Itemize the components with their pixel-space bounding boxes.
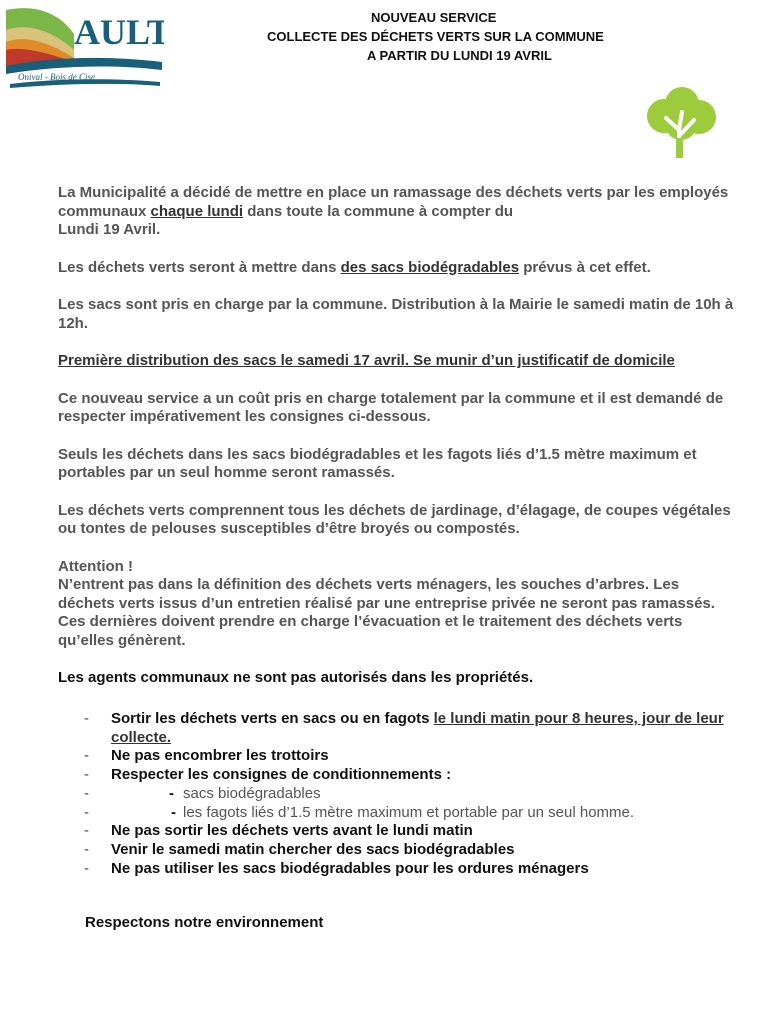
ault-logo-graphic	[4, 4, 164, 90]
list-item: - Ne pas encombrer les trottoirs	[84, 747, 329, 765]
list-item: - Ne pas utiliser les sacs biodégradables pour les ordures ménagers	[84, 859, 589, 877]
instructions-list	[80, 710, 740, 878]
paragraph-cout: Ce nouveau service a un coût pris en charge totalement par la commune et il est demandé de respecter impérativement les consignes ci-dessous.	[58, 389, 724, 425]
list-item: - Respecter les consignes de conditionnements :	[84, 766, 452, 784]
paragraph-distribution: Les sacs sont pris en charge par la commune. Distribution à la Mairie le samedi matin de 10h à 12h.	[58, 296, 734, 332]
list-subitem: - - sacs biodégradables	[84, 784, 321, 802]
list-item: - Sortir les déchets verts en sacs ou en fagots le lundi matin pour 8 heures, jour de leur collecte.	[84, 710, 724, 746]
header-line-1: NOUVEAU SERVICE	[371, 10, 497, 25]
svg-text:Onival - Bois de Cise: Onival - Bois de Cise	[18, 72, 95, 82]
list-item: - Venir le samedi matin chercher des sacs biodégradables	[84, 840, 515, 858]
underlined-lundi-matin: le lundi matin pour 8 heures, jour de leur collecte.	[111, 710, 724, 746]
paragraph-seuls-dechets: Seuls les déchets dans les sacs biodégradables et les fagots liés d’1.5 mètre maximum et portables par un seul homme seront ramassés.	[58, 445, 697, 481]
document-body	[58, 184, 738, 688]
closing-line: Respectons notre environnement	[85, 914, 324, 931]
list-item: - Ne pas sortir les déchets verts avant le lundi matin	[84, 822, 473, 840]
paragraph-definition: Les déchets verts comprennent tous les déchets de jardinage, d’élagage, de coupes végétales ou tontes de pelouses susceptibles d’être broyés ou compostés.	[58, 501, 731, 537]
paragraph-sacs: Les déchets verts seront à mettre dans des sacs biodégradables prévus à cet effet.	[58, 258, 651, 276]
header-line-3: A PARTIR DU LUNDI 19 AVRIL	[367, 48, 552, 63]
document-header	[250, 8, 630, 65]
underlined-sacs-biodegradables: des sacs biodégradables	[340, 258, 520, 276]
underlined-chaque-lundi: chaque lundi	[150, 202, 244, 220]
list-subitem: - - les fagots liés d’1.5 mètre maximum et portable par un seul homme.	[84, 803, 635, 821]
paragraph-intro: La Municipalité a décidé de mettre en place un ramassage des déchets verts par les employés communaux chaque lundi dans toute la commune à compter du Lundi 19 Avril.	[58, 184, 729, 238]
paragraph-attention-title: Attention !	[58, 557, 133, 575]
paragraph-premiere-distribution: Première distribution des sacs le samedi 17 avril. Se munir d’un justificatif de domicile	[58, 352, 675, 369]
svg-text:AULT: AULT	[74, 12, 164, 52]
header-line-2: COLLECTE DES DÉCHETS VERTS SUR LA COMMUNE	[267, 29, 604, 44]
paragraph-attention-body: N’entrent pas dans la définition des déchets verts ménagers, les souches d’arbres. Les déchets verts issus d’un entretien réalisé par une entreprise privée ne seront pas ramassés. Ces dernières doivent prendre en charge l’évacuation et le traitement des déchets verts qu’elles génèrent.	[58, 576, 715, 649]
tree-icon	[642, 86, 720, 160]
paragraph-agents: Les agents communaux ne sont pas autorisés dans les propriétés.	[58, 669, 534, 686]
ault-logo	[4, 4, 164, 90]
